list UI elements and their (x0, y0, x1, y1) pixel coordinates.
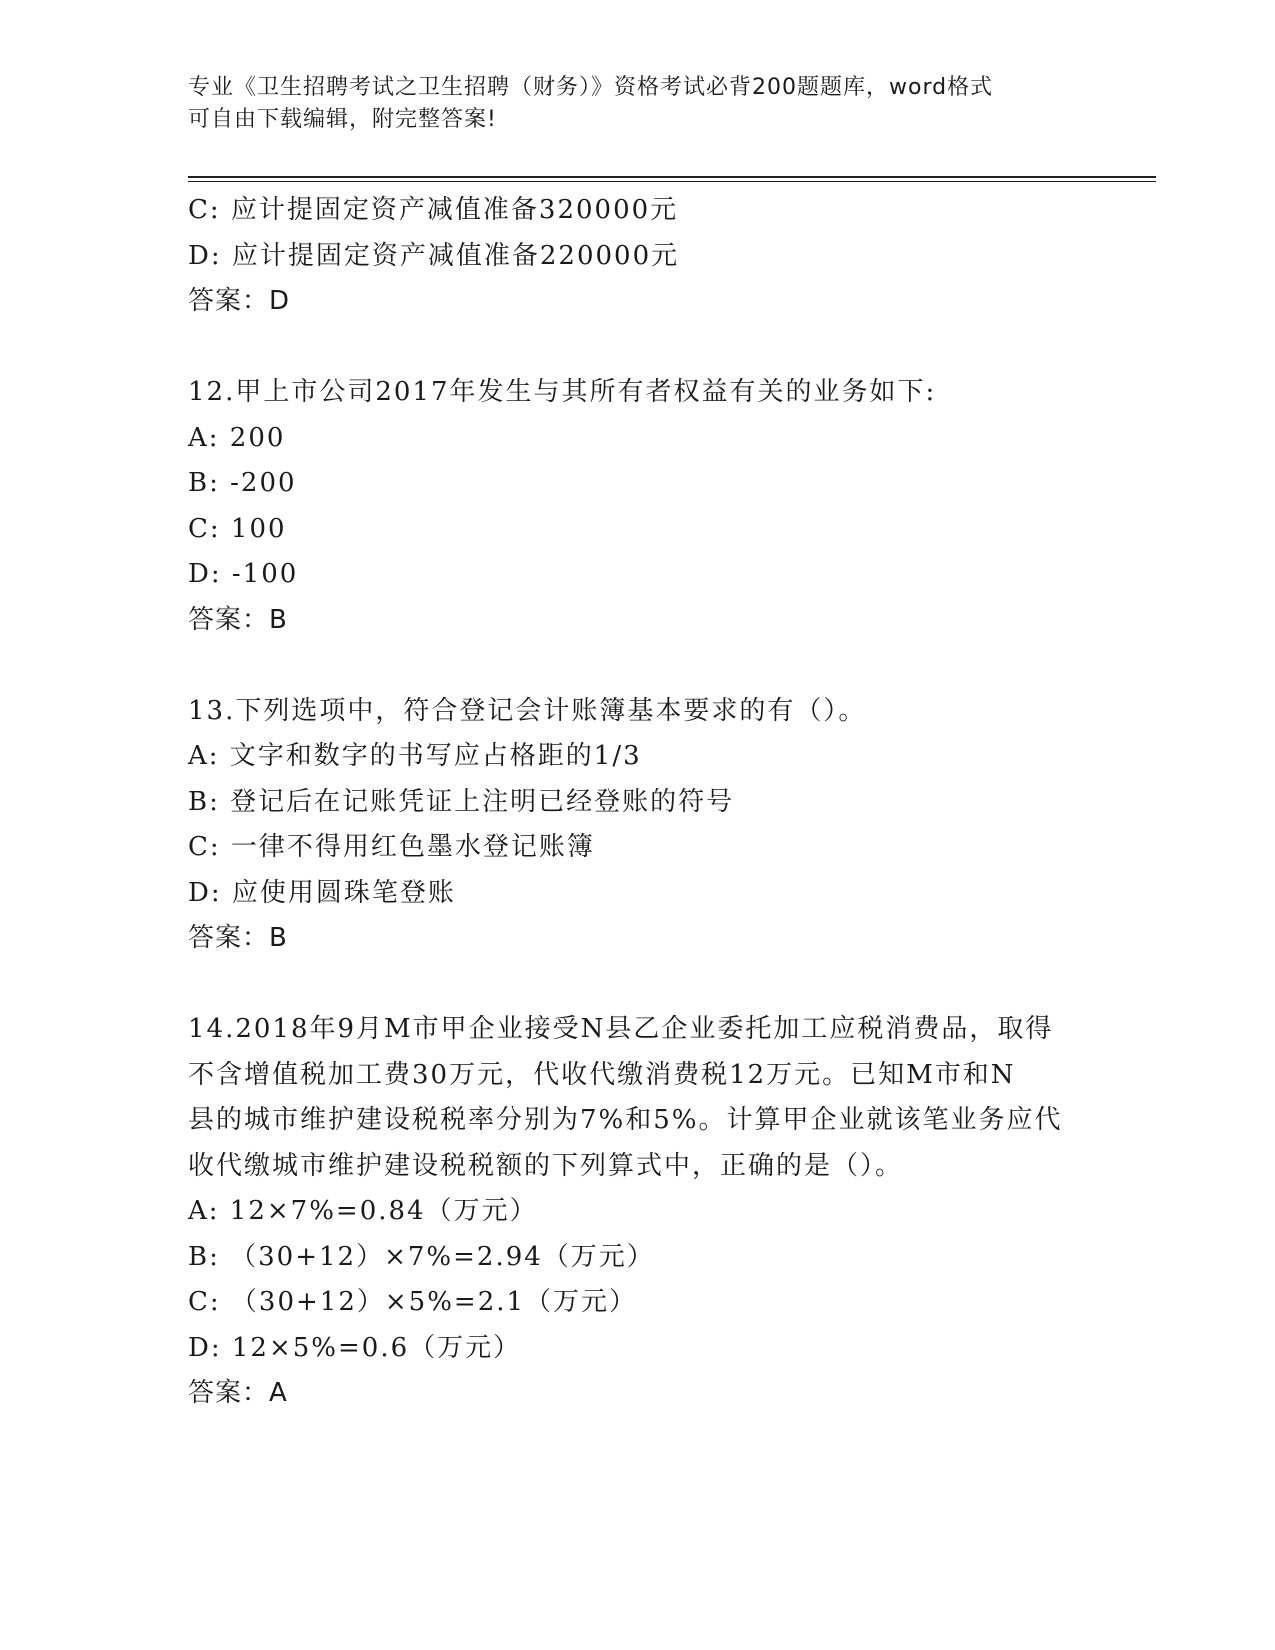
question-14-option-d: D: 12×5%=0.6（万元） (188, 1332, 522, 1363)
question-12-option-b: B: -200 (188, 468, 297, 498)
question-14-option-b: B: （30+12）×7%=2.94（万元） (188, 1241, 655, 1272)
question-12-option-c: C: 100 (188, 513, 287, 544)
question-14-stem-line-2: 不含增值税加工费30万元，代收代缴消费税12万元。已知M市和N (188, 1059, 1016, 1090)
spacer (188, 643, 1088, 689)
question-11-answer: 答案：D (188, 286, 291, 316)
question-11-block (188, 188, 1088, 325)
question-14-stem-line-1: 14.2018年9月M市甲企业接受N县乙企业委托加工应税消费品，取得 (188, 1014, 1054, 1044)
question-14-option-a: A: 12×7%=0.84（万元） (188, 1196, 538, 1226)
question-11-option-d: D: 应计提固定资产减值准备220000元 (188, 240, 680, 271)
header-line-1: 专业《卫生招聘考试之卫生招聘（财务）》资格考试必背200题题库，word格式 (188, 75, 994, 100)
question-12-stem: 12.甲上市公司2017年发生与其所有者权益有关的业务如下: (188, 377, 937, 407)
question-13-option-c: C: 一律不得用红色墨水登记账簿 (188, 832, 595, 862)
question-12-answer: 答案：B (188, 604, 288, 635)
questions-content (188, 188, 1088, 1417)
question-13-option-b: B: 登记后在记账凭证上注明已经登账的符号 (188, 786, 735, 817)
question-11-option-c: C: 应计提固定资产减值准备320000元 (188, 195, 679, 225)
header-divider-thin (188, 181, 1156, 182)
spacer (188, 962, 1088, 1008)
question-13-block (188, 689, 1088, 962)
question-14-block (188, 1007, 1088, 1417)
question-14-option-c: C: （30+12）×5%=2.1（万元） (188, 1287, 638, 1317)
question-13-answer: 答案：B (188, 923, 288, 953)
header-divider-thick (188, 176, 1156, 178)
question-13-option-a: A: 文字和数字的书写应占格距的1/3 (188, 741, 642, 771)
header-line-2: 可自由下载编辑，附完整答案! (188, 107, 497, 132)
question-13-stem: 13.下列选项中，符合登记会计账簿基本要求的有（）。 (188, 695, 867, 726)
question-13-option-d: D: 应使用圆珠笔登账 (188, 877, 456, 908)
question-14-stem-line-3: 县的城市维护建设税税率分别为7%和5%。计算甲企业就该笔业务应代 (188, 1105, 1063, 1135)
question-14-stem-line-4: 收代缴城市维护建设税税额的下列算式中，正确的是（）。 (188, 1150, 904, 1181)
question-14-answer: 答案：A (188, 1378, 288, 1408)
document-header (188, 72, 1068, 136)
question-12-option-a: A: 200 (188, 422, 286, 453)
question-12-option-d: D: -100 (188, 559, 299, 589)
spacer (188, 325, 1088, 371)
question-12-block (188, 370, 1088, 643)
